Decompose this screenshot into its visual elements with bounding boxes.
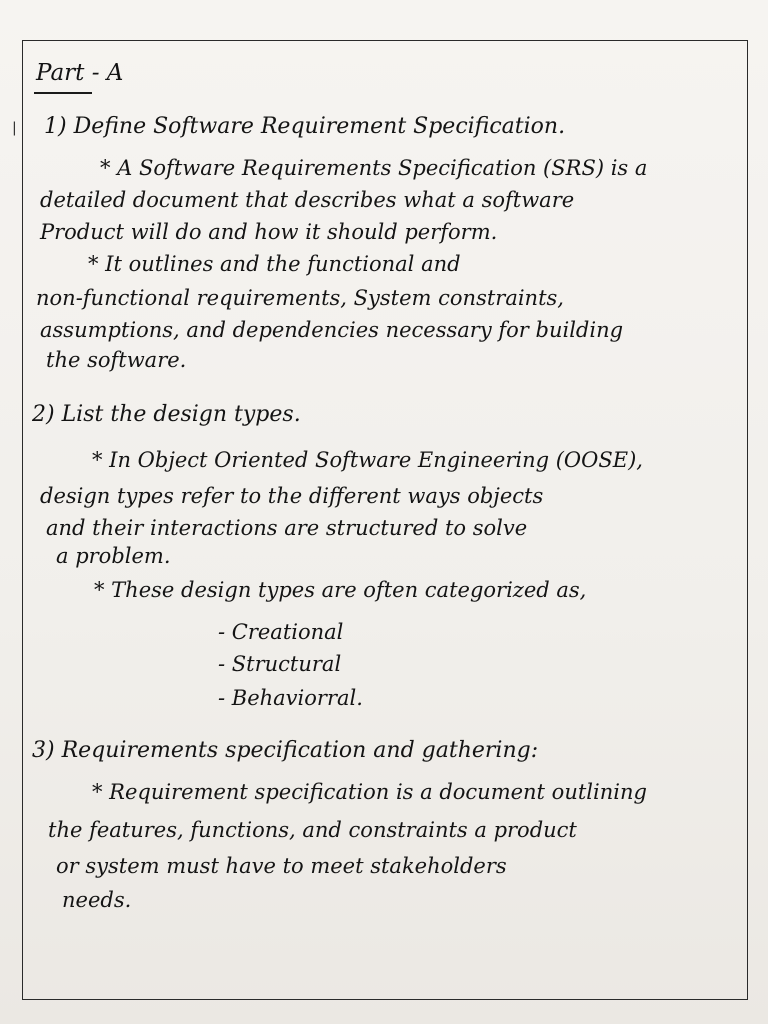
- q2-list-item: - Behaviorral.: [218, 686, 363, 710]
- q3-line: needs.: [62, 888, 132, 912]
- part-label-underline: [34, 92, 92, 94]
- q3-heading: 3) Requirements specification and gathering:: [32, 738, 539, 763]
- q1-line: * A Software Requirements Specification (SRS) is a: [100, 156, 648, 180]
- q3-line: the features, functions, and constraints a product: [48, 818, 577, 842]
- part-label: Part - A: [36, 60, 124, 86]
- q2-line: a problem.: [56, 544, 171, 568]
- q2-line: and their interactions are structured to solve: [46, 516, 528, 540]
- q1-line: assumptions, and dependencies necessary for building: [40, 318, 624, 342]
- q2-list-item: - Structural: [218, 652, 342, 676]
- q1-line: Product will do and how it should perform.: [40, 220, 498, 244]
- q2-list-item: - Creational: [218, 620, 344, 644]
- q1-line: detailed document that describes what a software: [40, 188, 575, 212]
- q1-line: * It outlines and the functional and: [88, 252, 461, 276]
- q3-line: * Requirement specification is a document outlining: [92, 780, 647, 804]
- q1-line: the software.: [46, 348, 187, 372]
- q2-line: * These design types are often categorized as,: [94, 578, 587, 602]
- margin-mark: |: [12, 120, 17, 136]
- q3-line: or system must have to meet stakeholders: [56, 854, 507, 878]
- q2-line: design types refer to the different ways objects: [40, 484, 544, 508]
- q2-line: * In Object Oriented Software Engineering (OOSE),: [92, 448, 643, 472]
- q1-line: non-functional requirements, System constraints,: [36, 286, 564, 310]
- q2-heading: 2) List the design types.: [32, 402, 301, 427]
- q1-heading: 1) Define Software Requirement Specification.: [44, 114, 566, 139]
